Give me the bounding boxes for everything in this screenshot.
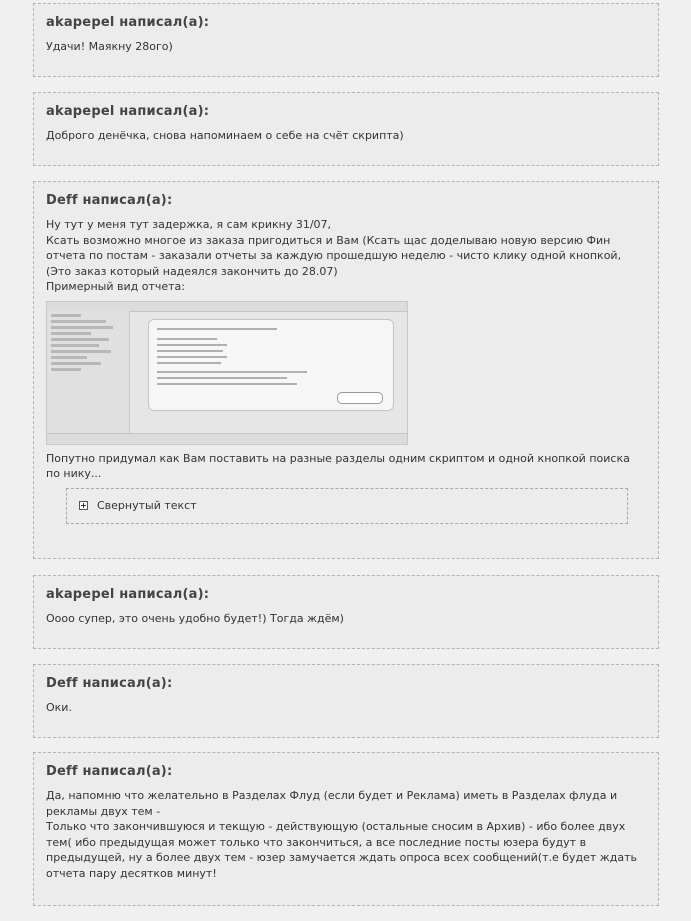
post-author: Deff написал(а): (46, 676, 173, 691)
post-text: Оооо супер, это очень удобно будет!) Тогда ждём) (46, 612, 344, 625)
post-author: Deff написал(а): (46, 764, 173, 779)
spoiler-label[interactable]: Свернутый текст (97, 499, 197, 512)
screenshot-button (337, 392, 383, 404)
spoiler-toggle[interactable] (66, 488, 628, 524)
post-body (46, 700, 646, 716)
post-1 (33, 3, 659, 77)
screenshot-bottombar (47, 433, 407, 444)
post-text: Удачи! Маякну 28ого) (46, 40, 173, 53)
post-text: Ксать возможно многое из заказа пригодиться и Вам (Ксать щас доделываю новую версию Фин отчета по постам - заказали отчеты за каждую прошедшую неделю - чисто клику одной кнопкой, (Это заказ который надеялся закончить до 28.07) (46, 233, 622, 278)
post-author: akapepel написал(а): (46, 104, 210, 119)
post-body (46, 788, 646, 881)
post-author: akapepel написал(а): (46, 15, 210, 30)
post-4 (33, 575, 659, 649)
post-author: Deff написал(а): (46, 193, 173, 208)
post-text: Доброго денёчка, снова напоминаем о себе на счёт скрипта) (46, 129, 404, 142)
post-6 (33, 752, 659, 906)
expand-plus-icon[interactable] (79, 501, 88, 510)
post-text: Попутно придумал как Вам поставить на разные разделы одним скриптом и одной кнопкой поиска по нику... (46, 451, 630, 480)
post-body (46, 39, 646, 55)
post-author: akapepel написал(а): (46, 587, 210, 602)
post-text: Примерный вид отчета: (46, 280, 185, 293)
screenshot-panel (148, 319, 394, 411)
post-2 (33, 92, 659, 166)
post-text: Да, напомню что желательно в Разделах Флуд (если будет и Реклама) иметь в Разделах флуда и рекламы двух тем - (46, 789, 618, 818)
post-body (46, 611, 646, 627)
screenshot-sidebar (47, 311, 130, 433)
report-screenshot-image (46, 301, 408, 445)
post-body (46, 217, 646, 482)
post-5 (33, 664, 659, 738)
post-body (46, 128, 646, 144)
post-text: Оки. (46, 701, 72, 714)
post-text: Ну тут у меня тут задержка, я сам крикну 31/07, (46, 218, 332, 231)
post-3 (33, 181, 659, 559)
post-text: Только что закончившуюся и текщую - действующую (остальные сносим в Архив) - ибо более двух тем( ибо предыдущая может только что закончиться, а все последние посты юзера будут в предыдущей, ну а более двух тем - юзер замучается ждать опроса всех сообщений(т.е будет ждать отчета пару десятков минут! (46, 820, 637, 880)
